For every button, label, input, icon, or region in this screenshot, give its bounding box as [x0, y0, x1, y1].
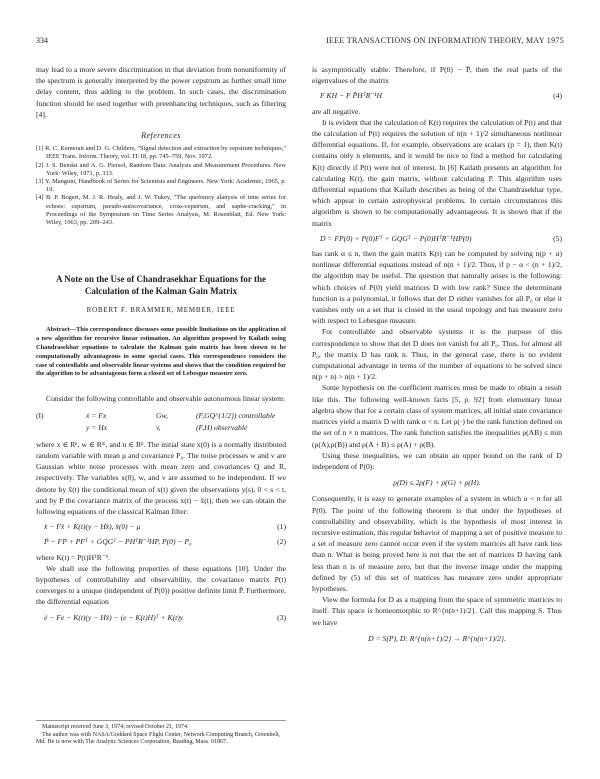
equation-number: (3) [277, 612, 286, 622]
footnote-affiliation: The author was with NASA/Goddard Space Flight Center, Network Computing Branch, Greenbelt, Md. He is now with The Analytic Sciences Corporation, Reading, Mass. 01867. [36, 731, 281, 746]
right-column [312, 64, 562, 649]
equation-2 [36, 536, 286, 547]
system-equations [36, 410, 286, 432]
reference-item: [2] J. S. Bendat and A. G. Piersol, Random Data: Analysis and Measurement Procedures. New York: Wiley, 1971, p. 313. [36, 161, 286, 177]
equation-5 [312, 233, 562, 244]
equation-number: (2) [277, 537, 286, 547]
reference-item: [1] R. C. Kemerait and D. G. Childers, "Signal detection and extraction by cepstrum techniques," IEEE Trans. Inform. Theory, vol. IT-18, pp. 745–759, Nov. 1972. [36, 145, 286, 161]
equation-body: D = FP(0) + P(0)Fᵀ + GQGᵀ − P(0)HᵀR⁻¹HP(0) [320, 233, 472, 243]
system-state-condition: (F,GQ^{1/2}) controllable [196, 411, 276, 421]
equation-number: (1) [277, 522, 286, 532]
left-column [36, 64, 286, 627]
paragraph: Using these inequalities, we can obtain an upper bound on the rank of D independent of P(0): [312, 450, 562, 471]
system-state-noise: Gw, [156, 411, 168, 421]
paragraph: It is evident that the calculation of K(t) requires the calculation of P(t) and that the calculation of P(t) requires the solution of n(n + 1)/2 simultaneous nonlinear differential equations. If, for example, observations are scalars (p = 1), then K(t) contains only n elements, and it would be nice to find a method for calculating K(t) directly if P(t) were not of interest. In [6] Kailath presents an algorithm for calculating K(t), the gain matrix, without calculating P. This algorithm uses differential equations that Kailath describes as being of the Chandrasekhar type, which appear in certain astrophysical problems. In certain circumstances this algorithm is shown to be computationally advantageous. It is shown that if the matrix [312, 117, 562, 228]
equation-1 [36, 521, 286, 532]
equation-4 [312, 90, 562, 101]
paragraph: are all negative. [312, 106, 361, 116]
previous-article-ending: may lead to a more severe discrimination in that deviation from nonuniformity of the spectrum is generally interpreted by the power cepstrum as further small time delay content, thus adding to the problem. In such cases, the discrimination function should be used together with preenhancing techniques, such as filtering [4]. [36, 65, 286, 119]
reference-item: [3] Y. Manguin, Handbook of Series for Scientists and Engineers. New York: Academic, 1965, p. 19. [36, 178, 286, 194]
reference-item: [4] B. P. Bogert, M. J. R. Healy, and J. W. Tukey, "The quefrency alanysis of time series for echoes: cepstrum, pseudo-autocovariance, cross-cepstrum, and saphe-cracking," in Proceedings of the Symposium on Time Series Analysis, M. Rosenblatt, Ed. New York: Wiley, 1963, pp. 209–243. [36, 194, 286, 227]
paragraph: For controllable and observable systems it is the purpose of this correspondence to show that det D does not vanish for all P₀. Thus, for almost all P₀, the matrix D has rank n. Thus, in the general case, there is no evident computational advantage in terms of the number of equations to be solved since n(p + n) > n(n + 1)/2. [312, 327, 562, 382]
paragraph: Consequently, it is easy to generate examples of a system in which α < n for all P(0). The point of the following theorem is that under the hypotheses of controllability and observability, which is the hypothesis of most interest in recursive estimation, this regular behavior of mapping a set of positive measure to a set of measure zero cannot occur even if the system matrices all have rank less than n. What is being proved here is not that the set of matrices D having rank less than n is of measure zero, but that the inverse image under the mapping defined by (5) of this set of matrices has measure zero under appropriate hypotheses. [312, 494, 562, 593]
equation-body: x̂ − Fx̂ + K(t)(y − Hx̂), x̂(0) − μ [44, 522, 141, 532]
paragraph: Some hypothesis on the coefficient matrices must be made to obtain a result like this. The following well-known facts [5, p. 92] from elementary linear algebra show that for a certain class of system matrices, all initial state covariance matrices yield a matrix D with rank α < n. Let ρ(·) be the rank function defined on the set of n × n matrices. The rank function satisfies the inequalities ρ(AB) ≤ min (ρ(A),ρ(B)) and ρ(A + B) ≤ ρ(A) + ρ(B). [312, 383, 562, 449]
system-state-eq: ẋ = Fx [86, 411, 107, 421]
paragraph: Consider the following controllable and observable autonomous linear system: [46, 394, 286, 404]
equation-rank-bound: ρ(D) ≤ 2ρ(F) + ρ(G) + ρ(H). [393, 478, 481, 488]
paragraph: where K(t) = P(t)HᵀR⁻¹. [36, 552, 111, 562]
equation-3 [36, 612, 286, 623]
equation-body: ė − Fe − K(t)(y − Hx̂) − (e − K(t)H)ᵀ + K(t)y [44, 612, 184, 622]
equation-number: (4) [553, 91, 562, 101]
article-author: ROBERT F. BRAMMER, MEMBER, IEEE [86, 306, 236, 315]
system-label: (I) [36, 411, 44, 421]
page-header [36, 36, 564, 48]
paragraph: has rank α ≤ n, then the gain matrix K(t) can be computed by solving n(p + α) nonlinear differential equations instead of n(n + 1)/2. Thus, if p − α < (n + 1)/2, the algorithm may be useful. The question that naturally arises is the following: which choices of P(0) yield matrices D with low rank? Since the determinant function is a polynomial, it follows that det D either vanishes for all P₀ or else it vanishes only on a set that is closed in the usual topology and has measure zero with respect to Lebesgue measure. [312, 249, 562, 326]
footnote [36, 720, 286, 747]
system-output-eq: y = Hx [86, 422, 108, 432]
page-number: 334 [36, 36, 48, 45]
references-heading: References [141, 131, 181, 141]
system-output-noise: v, [156, 422, 161, 432]
system-output-condition: (F,H) observable [196, 422, 248, 432]
equation-body: Ṗ − FP + PFᵀ + GQGᵀ − PHᵀR⁻¹HP, P(0) − P₀ [44, 537, 192, 547]
paragraph: is asymptotically stable. Therefore, if P(0) − P̄, then the real parts of the eigenvalues of the matrix [312, 65, 562, 86]
footnote-received: Manuscript received June 3, 1974; revised October 21, 1974. [42, 724, 189, 730]
abstract: Abstract—This correspondence discusses some possible limitations on the application of a new algorithm for recursive linear estimation. An algorithm proposed by Kailath using Chandrasekhar equations to calculate the Kalman gain matrix has been shown to be computationally advantageous in some special cases. This correspondence considers the case of controllable and observable linear systems and shows that the condition required for the algorithm to be advantageous form a closed set of Lebesgue measure zero. [36, 326, 287, 378]
paragraph: View the formula for D as a mapping from the space of symmetric matrices to itself. This space is homeomorphic to R^{n(n+1)/2}. Call this mapping S. Thus we have [312, 595, 562, 627]
journal-running-head: IEEE TRANSACTIONS ON INFORMATION THEORY, MAY 1975 [326, 36, 564, 45]
paragraph: We shall use the following properties of these equations [10]. Under the hypotheses of controllability and observability, the covariance matrix P(t) converges to a unique (independent of P(0)) positive definite limit P̄. Furthermore, the differential equation [36, 563, 286, 607]
paragraph: where x ∈ Rⁿ, w ∈ Rᵐ, and n ∈ Rᵖ. The initial state x(0) is a normally distributed random variable with mean μ and covariance P₀. The noise processes w and v are Gaussian white noise processes with mean zero and covariances Q and R, respectively. The variables x(0), w, and v are assumed to be independent. If we denote by x̂(t) the conditional mean of x(t) given the observations y(s), 0 < s < t, and by P the covariance matrix of the process x(t) − x̂(t), then we can obtain the following equations of the classical Kalman filter: [36, 439, 286, 517]
equation-mapping: D = S(P), D: R^{n(n+1)/2} → R^{n(n+1)/2}. [368, 633, 506, 643]
equation-number: (5) [553, 233, 562, 243]
article-title: A Note on the Use of Chandrasekhar Equations for the Calculation of the Kalman Gain Matrix [56, 274, 266, 297]
equation-body: F KH − F P̄HᵀR⁻¹H [320, 91, 383, 101]
